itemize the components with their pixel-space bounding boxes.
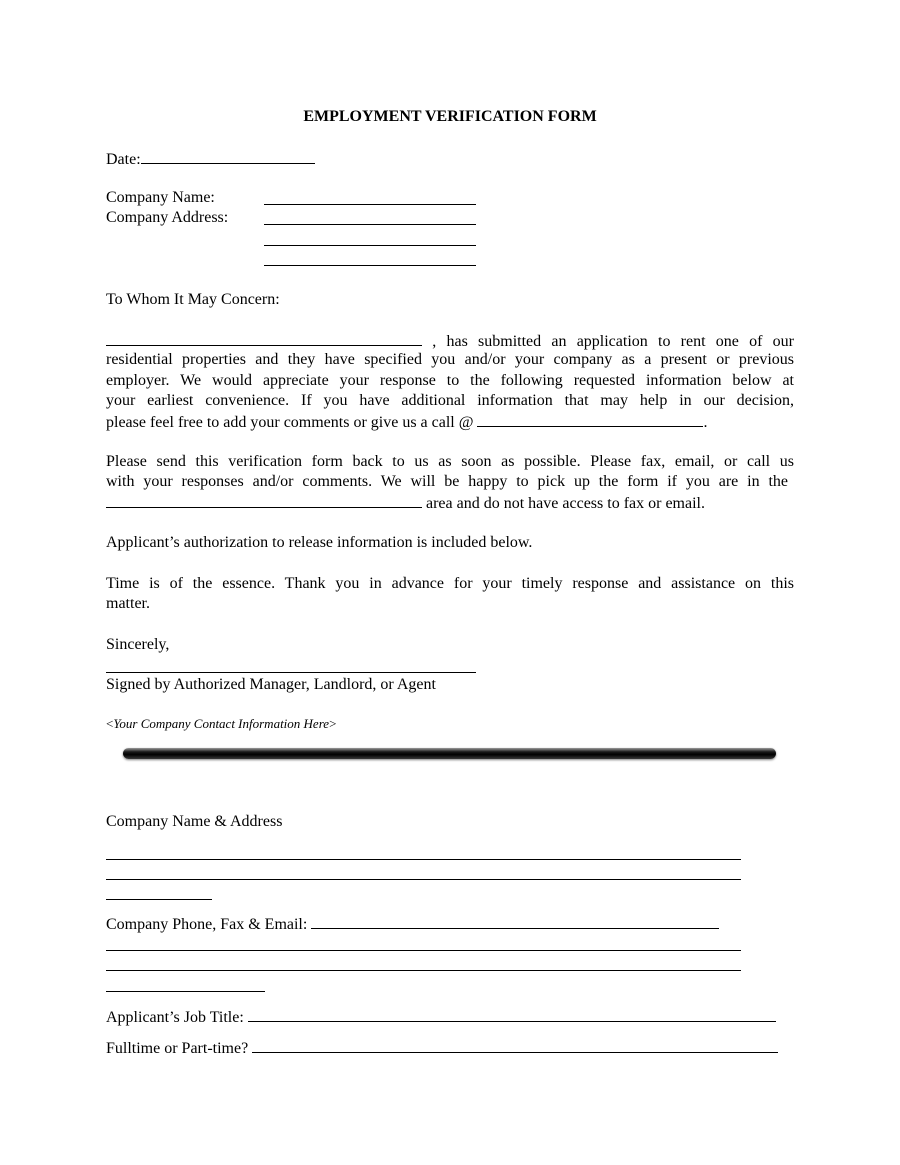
- para1-line1-text: , has submitted an application to rent one of our: [432, 333, 795, 350]
- para1-line2: residential properties and they have specified you and/or your company as a present or previous: [106, 351, 794, 368]
- para2-line1: Please send this verification form back to us as soon as possible. Please fax, email, or call us: [106, 453, 794, 470]
- employment-type-field[interactable]: [252, 1037, 778, 1053]
- para1-line5: [106, 411, 707, 433]
- company-address-field-1[interactable]: [264, 224, 476, 225]
- employment-type-label: Fulltime or Part-time?: [106, 1040, 249, 1057]
- callback-number-field[interactable]: [477, 411, 703, 427]
- company-contact-field-4[interactable]: [106, 991, 265, 992]
- closing: Sincerely,: [106, 636, 170, 653]
- placeholder-open: <: [106, 716, 114, 731]
- pickup-area-field[interactable]: [106, 492, 422, 508]
- date-field[interactable]: [141, 148, 315, 164]
- employment-type-row: [106, 1037, 778, 1059]
- para2-line3-text: area and do not have access to fax or email.: [426, 495, 705, 512]
- company-name-address-field-3[interactable]: [106, 899, 212, 900]
- job-title-label: Applicant’s Job Title:: [106, 1009, 244, 1026]
- form-title: EMPLOYMENT VERIFICATION FORM: [303, 108, 597, 125]
- company-name-label: Company Name:: [106, 189, 215, 206]
- company-contact-field[interactable]: [311, 913, 719, 929]
- company-contact-field-2[interactable]: [106, 950, 741, 951]
- para4-line1: Time is of the essence. Thank you in advance for your timely response and assistance on this: [106, 575, 794, 592]
- para1-line5-text: please feel free to add your comments or give us a call @: [106, 414, 474, 431]
- job-title-field[interactable]: [248, 1006, 776, 1022]
- placeholder-close: >: [329, 716, 337, 731]
- placeholder-text: Your Company Contact Information Here: [113, 716, 330, 731]
- company-contact-row: [106, 913, 719, 935]
- para2-line3: [106, 492, 705, 514]
- company-address-field-3[interactable]: [264, 265, 476, 266]
- para1-line4: your earliest convenience. If you have additional information that may help in our decision,: [106, 392, 794, 409]
- company-address-field-2[interactable]: [264, 245, 476, 246]
- authorization-note: Applicant’s authorization to release information is included below.: [106, 534, 533, 551]
- company-name-address-field-1[interactable]: [106, 859, 741, 860]
- para1-line5-period: .: [703, 414, 708, 431]
- company-name-field[interactable]: [264, 204, 476, 205]
- applicant-name-field[interactable]: [106, 330, 422, 346]
- company-contact-field-3[interactable]: [106, 970, 741, 971]
- company-contact-placeholder: [106, 714, 336, 734]
- date-row: [106, 148, 315, 170]
- company-name-address-label: Company Name & Address: [106, 813, 283, 830]
- section-divider: [123, 748, 776, 759]
- company-name-address-field-2[interactable]: [106, 879, 741, 880]
- company-contact-label: Company Phone, Fax & Email:: [106, 916, 308, 933]
- signature-label: Signed by Authorized Manager, Landlord, or Agent: [106, 676, 436, 693]
- date-label: Date:: [106, 151, 141, 168]
- salutation: To Whom It May Concern:: [106, 291, 280, 308]
- signature-line[interactable]: [106, 672, 476, 673]
- para1-line1: [106, 330, 794, 352]
- para4-line2: matter.: [106, 595, 150, 612]
- para2-line2: with your responses and/or comments. We will be happy to pick up the form if you are in the: [106, 473, 788, 490]
- para1-line3: employer. We would appreciate your response to the following requested information below at: [106, 372, 794, 389]
- job-title-row: [106, 1006, 776, 1028]
- company-address-label: Company Address:: [106, 209, 229, 226]
